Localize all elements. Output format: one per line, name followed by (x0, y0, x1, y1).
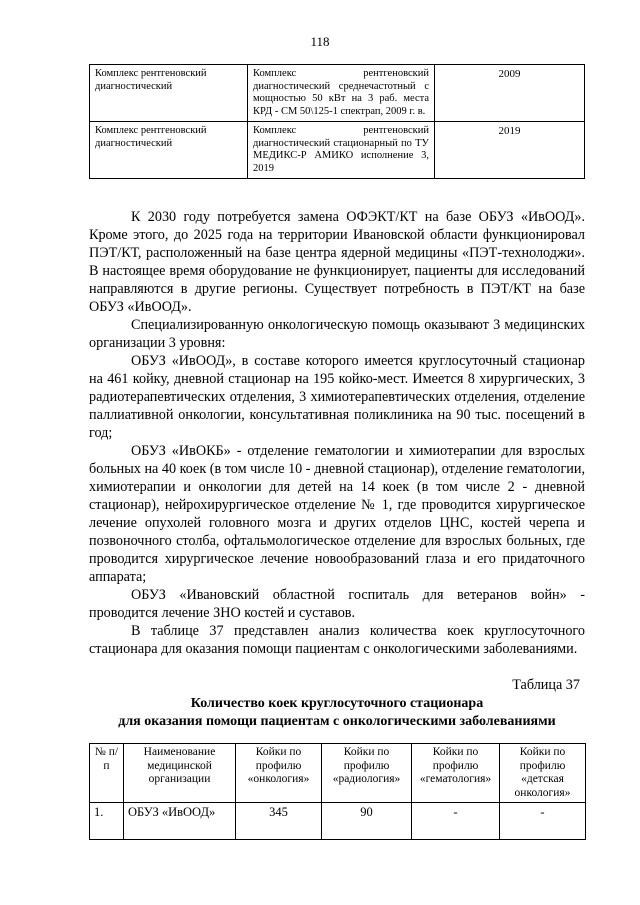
oncology-beds-cell: 345 (236, 803, 322, 840)
paragraph: В таблице 37 представлен анализ количества коек круглосуточного стационара для оказания помощи пациентам с онкологическими заболеваниями. (89, 623, 585, 657)
column-header: Койки по профилю «радиология» (322, 744, 412, 803)
paragraph: ОБУЗ «ИвООД», в составе которого имеется круглосуточный стационар на 461 койку, дневной стационар на 195 койко-мест. Имеется 8 хирургических, 3 радиотерапевтических отделения, 3 химиотерапевтических отделения, отделение паллиативной онкологии, консультативная поликлиника на 90 тыс. посещений в год; (89, 353, 585, 441)
paragraph: Специализированную онкологическую помощь оказывают 3 медицинских организации 3 уровня: (89, 317, 585, 351)
column-header: Койки по профилю «детская онкология» (500, 744, 586, 803)
page-number: 118 (310, 34, 330, 49)
body-text (89, 208, 585, 658)
equipment-model-cell: Комплекс рентгеновский диагностический стационарный по ТУ МЕДИКС-Р АМИКО исполнение 3, 2019 (248, 122, 435, 179)
equipment-year-cell: 2019 (435, 122, 585, 179)
beds-table (89, 743, 586, 840)
table-title (89, 695, 585, 731)
table-row (90, 122, 585, 179)
paragraph: К 2030 году потребуется замена ОФЭКТ/КТ на базе ОБУЗ «ИвООД». Кроме этого, до 2025 года на территории Ивановской области функционировал ПЭТ/КТ, расположенный на базе центра ядерной медицины «ПЭТ-технолоджи». В настоящее время оборудование не функционирует, пациенты для исследований направляются в другие регионы. Существует потребность в ПЭТ/КТ на базе ОБУЗ «ИвООД». (89, 209, 585, 315)
equipment-year-cell: 2009 (435, 65, 585, 122)
row-number-cell: 1. (90, 803, 124, 840)
column-header: Койки по профилю «гематология» (412, 744, 500, 803)
column-header: № п/п (90, 744, 124, 803)
equipment-type-cell: Комплекс рентгеновский диагностический (90, 65, 248, 122)
paragraph: ОБУЗ «ИвОКБ» - отделение гематологии и химиотерапии для взрослых больных на 40 коек (в том числе 10 - дневной стационар), отделение гематологии, химиотерапии и онкологии для детей на 14 коек (в том числе 2 - дневной стационар), нейрохирургическое отделение № 1, где проводится хирургическое лечение опухолей головного мозга и других отделов ЦНС, костей черепа и позвоночного столба, офтальмологическое отделение для взрослых больных, где проводится хирургическое лечение новообразований глаза и его придаточного аппарата; (89, 443, 585, 585)
equipment-table (89, 64, 585, 179)
radiology-beds-cell: 90 (322, 803, 412, 840)
equipment-model-cell: Комплекс рентгеновский диагностический среднечастотный с мощностью 50 кВт на 3 раб. места КРД - СМ 50\125-1 спектрап, 2009 г. в. (248, 65, 435, 122)
organization-cell: ОБУЗ «ИвООД» (124, 803, 236, 840)
table-row (90, 65, 585, 122)
hematology-beds-cell: - (412, 803, 500, 840)
table-title-line: для оказания помощи пациентам с онкологическими заболеваниями (118, 714, 556, 729)
table-caption: Таблица 37 (512, 677, 580, 693)
table-header-row (90, 744, 586, 803)
column-header: Наименование медицинской организации (124, 744, 236, 803)
column-header: Койки по профилю «онкология» (236, 744, 322, 803)
table-row (90, 803, 586, 840)
child-oncology-beds-cell: - (500, 803, 586, 840)
table-title-line: Количество коек круглосуточного стационара (190, 696, 484, 711)
equipment-type-cell: Комплекс рентгеновский диагностический (90, 122, 248, 179)
paragraph: ОБУЗ «Ивановский областной госпиталь для ветеранов войн» - проводится лечение ЗНО костей и суставов. (89, 587, 585, 621)
